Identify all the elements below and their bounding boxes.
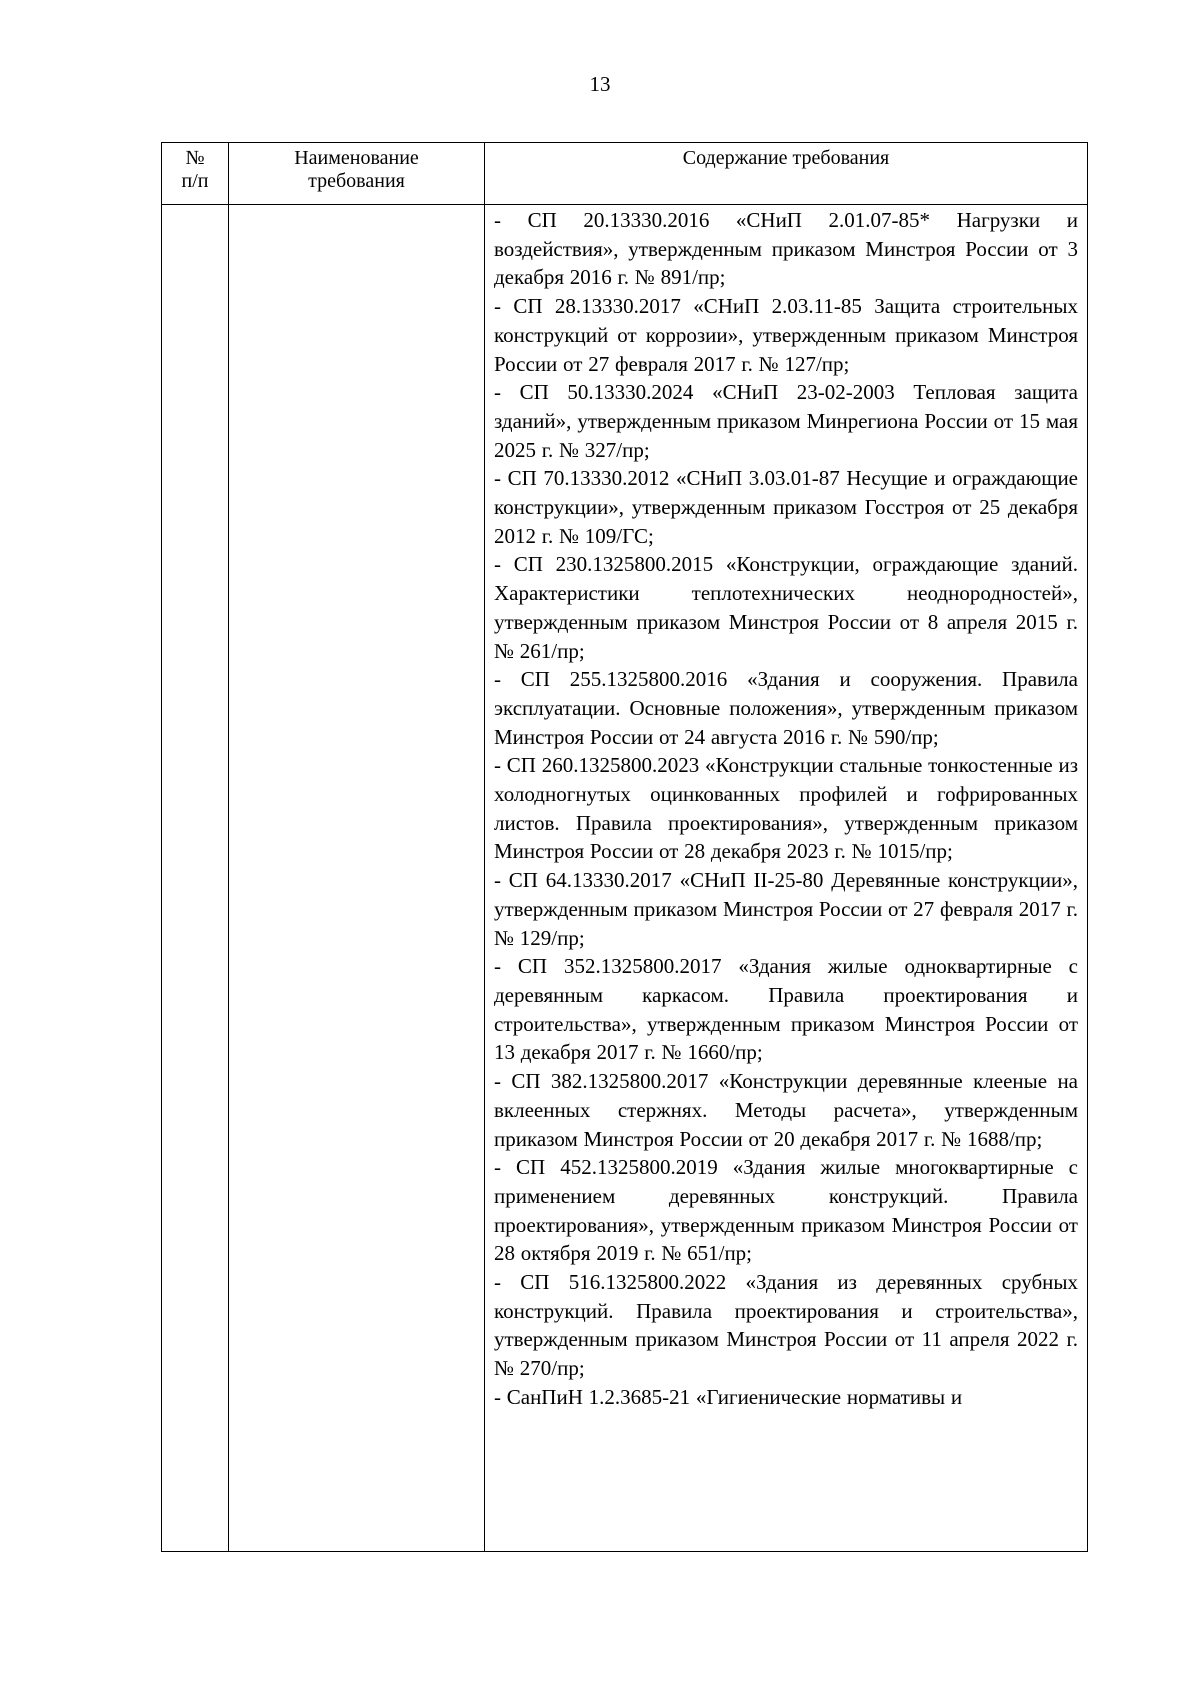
requirement-item: - СП 260.1325800.2023 «Конструкции стальные тонкостенные из холодногнутых оцинкованных профилей и гофрированных листов. Правила проектирования», утвержденным приказом Минстроя России от 28 декабря 2023 г. № 1015/пр; [494, 753, 1078, 864]
requirements-table [161, 142, 1088, 1552]
requirement-item: - СанПиН 1.2.3685-21 «Гигиенические нормативы и [494, 1384, 963, 1409]
header-number-line-1: № [185, 147, 205, 169]
requirement-item: - СП 230.1325800.2015 «Конструкции, ограждающие зданий. Характеристики теплотехнических неоднородностей», утвержденным приказом Минстроя России от 8 апреля 2015 г. № 261/пр; [494, 552, 1078, 663]
requirement-item: - СП 28.13330.2017 «СНиП 2.03.11-85 Защита строительных конструкций от коррозии», утвержденным приказом Минстроя России от 27 февраля 2017 г. № 127/пр; [494, 294, 1078, 376]
row-content-cell [485, 205, 1088, 1552]
table-row [162, 205, 1088, 1552]
requirement-item: - СП 20.13330.2016 «СНиП 2.01.07-85* Нагрузки и воздействия», утвержденным приказом Минстроя России от 3 декабря 2016 г. № 891/пр; [494, 208, 1078, 290]
requirement-item: - СП 64.13330.2017 «СНиП II-25-80 Деревянные конструкции», утвержденным приказом Минстроя России от 27 февраля 2017 г. № 129/пр; [494, 868, 1078, 950]
requirement-item: - СП 352.1325800.2017 «Здания жилые одноквартирные с деревянным каркасом. Правила проектирования и строительства», утвержденным приказом Минстроя России от 13 декабря 2017 г. № 1660/пр; [494, 954, 1078, 1065]
header-name [229, 143, 485, 205]
header-name-line-2: требования [308, 170, 405, 192]
requirement-item: - СП 452.1325800.2019 «Здания жилые многоквартирные с применением деревянных конструкций. Правила проектирования», утвержденным приказом Минстроя России от 28 октября 2019 г. № 651/пр; [494, 1155, 1078, 1266]
header-name-line-1: Наименование [294, 147, 419, 169]
requirement-item: - СП 255.1325800.2016 «Здания и сооружения. Правила эксплуатации. Основные положения», утвержденным приказом Минстроя России от 24 августа 2016 г. № 590/пр; [494, 667, 1078, 749]
header-number [162, 143, 229, 205]
row-number-cell [162, 205, 229, 1552]
page-number: 13 [589, 72, 611, 96]
requirement-item: - СП 50.13330.2024 «СНиП 23-02-2003 Тепловая защита зданий», утвержденным приказом Минрегиона России от 15 мая 2025 г. № 327/пр; [494, 380, 1078, 462]
requirement-item: - СП 70.13330.2012 «СНиП 3.03.01-87 Несущие и ограждающие конструкции», утвержденным приказом Госстроя от 25 декабря 2012 г. № 109/ГС; [494, 466, 1078, 548]
header-number-line-2: п/п [181, 170, 209, 192]
header-content: Содержание требования [485, 143, 1088, 205]
row-name-cell [229, 205, 485, 1552]
requirement-item: - СП 382.1325800.2017 «Конструкции деревянные клееные на вклеенных стержнях. Методы расчета», утвержденным приказом Минстроя России от 20 декабря 2017 г. № 1688/пр; [494, 1069, 1078, 1151]
table-header-row [162, 143, 1088, 205]
requirement-item: - СП 516.1325800.2022 «Здания из деревянных срубных конструкций. Правила проектирования и строительства», утвержденным приказом Минстроя России от 11 апреля 2022 г. № 270/пр; [494, 1270, 1078, 1381]
